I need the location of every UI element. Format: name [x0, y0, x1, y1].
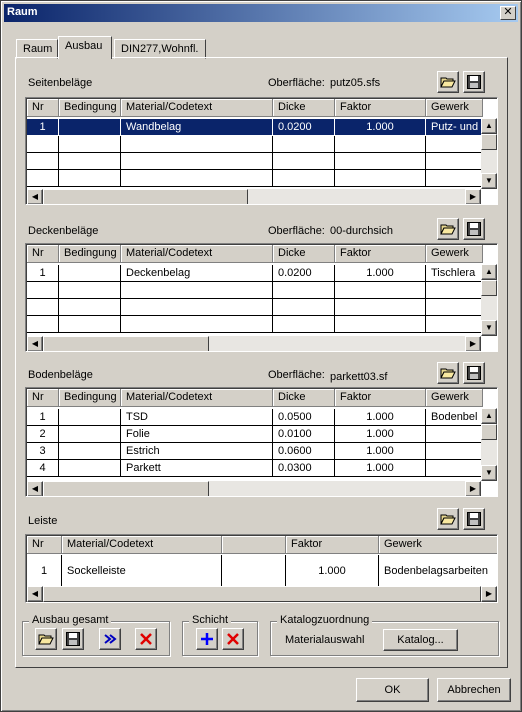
title-bar — [4, 4, 518, 22]
scroll-left-icon[interactable]: ◀ — [27, 189, 43, 205]
tab-raum[interactable]: Raum — [16, 39, 58, 59]
col-material[interactable]: Material/Codetext — [121, 389, 273, 407]
col-gewerk[interactable]: Gewerk — [426, 389, 483, 407]
katalog-button[interactable]: Katalog... — [383, 629, 458, 651]
scroll-right-icon[interactable]: ▶ — [465, 189, 481, 205]
scroll-left-icon[interactable]: ◀ — [27, 586, 43, 602]
bodenbelaege-oberflaeche-label: Oberfläche: — [268, 369, 325, 381]
close-icon[interactable]: ✕ — [500, 6, 516, 20]
seitenbelaege-oberflaeche-label: Oberfläche: — [268, 77, 325, 89]
table-row[interactable]: 3 Estrich 0.0600 1.000 — [27, 443, 483, 460]
scroll-up-icon[interactable]: ▲ — [481, 408, 497, 424]
col-material[interactable]: Material/Codetext — [121, 99, 273, 117]
leiste-title: Leiste — [28, 515, 58, 527]
col-faktor[interactable]: Faktor — [335, 389, 426, 407]
col-bedingung[interactable]: Bedingung — [59, 389, 121, 407]
col-dicke[interactable]: Dicke — [273, 245, 335, 263]
tab-panel-ausbau — [15, 57, 508, 668]
scroll-right-icon[interactable]: ▶ — [481, 586, 497, 602]
col-gewerk[interactable]: Gewerk — [426, 245, 483, 263]
scroll-right-icon[interactable]: ▶ — [465, 336, 481, 352]
col-nr[interactable]: Nr — [27, 389, 59, 407]
seitenbelaege-oberflaeche-value: putz05.sfs — [330, 77, 381, 89]
ok-button[interactable]: OK — [356, 678, 429, 702]
katalogzuordnung-title: Katalogzuordnung — [277, 614, 372, 626]
col-faktor[interactable]: Faktor — [335, 99, 426, 117]
tab-ausbau[interactable]: Ausbau — [58, 36, 112, 59]
bodenbelaege-title: Bodenbeläge — [28, 369, 93, 381]
deckenbelaege-oberflaeche-label: Oberfläche: — [268, 225, 325, 237]
scroll-up-icon[interactable]: ▲ — [481, 118, 497, 134]
tab-din277[interactable]: DIN277,Wohnfl. — [114, 39, 206, 59]
schicht-title: Schicht — [189, 614, 231, 626]
scroll-down-icon[interactable]: ▼ — [481, 173, 497, 189]
bodenbelaege-oberflaeche-value: parkett03.sf — [330, 371, 388, 383]
deckenbelaege-oberflaeche-value: 00-durchsich — [330, 225, 393, 237]
col-nr[interactable]: Nr — [27, 99, 59, 117]
scroll-right-icon[interactable]: ▶ — [465, 481, 481, 497]
table-row[interactable]: 4 Parkett 0.0300 1.000 — [27, 460, 483, 477]
col-dicke[interactable]: Dicke — [273, 389, 335, 407]
materialauswahl-label: Materialauswahl — [285, 634, 365, 646]
col-dicke[interactable]: Dicke — [273, 99, 335, 117]
col-nr[interactable]: Nr — [27, 536, 62, 554]
col-material[interactable]: Material/Codetext — [121, 245, 273, 263]
cancel-button[interactable]: Abbrechen — [437, 678, 511, 702]
col-faktor[interactable]: Faktor — [335, 245, 426, 263]
seitenbelaege-title: Seitenbeläge — [28, 77, 93, 89]
col-gewerk[interactable]: Gewerk — [379, 536, 498, 554]
table-row[interactable]: 1 Sockelleiste 1.000 Bodenbelagsarbeiten — [27, 555, 498, 587]
col-gewerk[interactable]: Gewerk — [426, 99, 483, 117]
ausbau-gesamt-title: Ausbau gesamt — [29, 614, 111, 626]
table-row[interactable]: 1 Wandbelag 0.0200 1.000 Putz- und — [27, 119, 483, 136]
col-bedingung[interactable]: Bedingung — [59, 245, 121, 263]
table-row[interactable]: 2 Folie 0.0100 1.000 — [27, 426, 483, 443]
col-nr[interactable]: Nr — [27, 245, 59, 263]
col-bedingung[interactable]: Bedingung — [59, 99, 121, 117]
scroll-down-icon[interactable]: ▼ — [481, 465, 497, 481]
scroll-left-icon[interactable]: ◀ — [27, 336, 43, 352]
table-row[interactable]: 1 Deckenbelag 0.0200 1.000 Tischlera — [27, 265, 483, 282]
col-material[interactable]: Material/Codetext — [62, 536, 222, 554]
scroll-down-icon[interactable]: ▼ — [481, 320, 497, 336]
scroll-left-icon[interactable]: ◀ — [27, 481, 43, 497]
table-row[interactable]: 1 TSD 0.0500 1.000 Bodenbel — [27, 409, 483, 426]
col-faktor[interactable]: Faktor — [286, 536, 379, 554]
window-title: Raum — [7, 6, 38, 18]
scroll-up-icon[interactable]: ▲ — [481, 264, 497, 280]
deckenbelaege-title: Deckenbeläge — [28, 225, 99, 237]
